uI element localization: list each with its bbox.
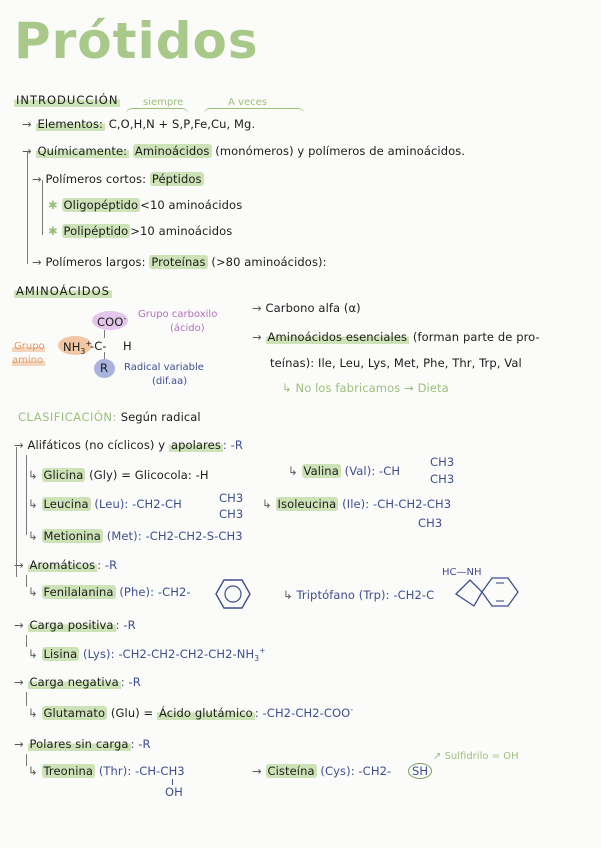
esenciales-line: → Aminoácidos esenciales (forman parte de pro- [252, 330, 540, 344]
carga-positiva-line: → Carga positiva : -R [14, 618, 136, 632]
treonina-line: ↳ Treonina (Thr): -CH-CH3 [28, 764, 185, 778]
esenciales-list: teínas): Ile, Leu, Lys, Met, Phe, Thr, Trp, Val [270, 356, 522, 370]
arrow-icon: ↳ [262, 497, 276, 511]
grupo-amino-label: Grupo amino [12, 341, 45, 366]
acido-label: (ácido) [170, 323, 205, 334]
star-icon: ✱ [48, 224, 62, 238]
siempre-brace [126, 108, 188, 115]
arrow-icon: → [252, 301, 266, 315]
arrow-icon: ↳ [28, 764, 42, 778]
quimicamente-line: → Químicamente: Aminoácidos (monómeros) y polímeros de aminoácidos. [22, 144, 466, 158]
hydrogen: H [123, 339, 132, 353]
leucina-ch3-bottom: CH3 [219, 507, 244, 521]
arrow-icon: → [22, 144, 36, 158]
leucina-ch3-top: CH3 [219, 491, 244, 505]
aromaticos-line: → Aromáticos : -R [14, 558, 118, 572]
elementos-line: → Elementos: C,O,H,N + S,P,Fe,Cu, Mg. [22, 117, 256, 131]
polimeros-cortos-line: → Polímeros cortos: Péptidos [32, 172, 202, 186]
a-veces-note: A veces [228, 97, 267, 108]
a-veces-brace [204, 108, 304, 115]
arrow-icon: ↳ [283, 588, 297, 602]
carga-negativa-line: → Carga negativa : -R [14, 675, 141, 689]
arrow-icon: → [22, 117, 36, 131]
isoleucina-ch3: CH3 [418, 516, 443, 530]
page-title: Prótidos [14, 12, 259, 70]
oligopeptido-line: ✱ Oligopéptido <10 aminoácidos [48, 198, 243, 212]
arrow-icon: → [14, 618, 28, 632]
leucina-line: ↳ Leucina (Leu): -CH2-CH [28, 497, 182, 511]
cisteina-line: → Cisteína (Cys): -CH2- [252, 764, 392, 778]
arrow-icon: → [14, 558, 28, 572]
arrow-icon: ↳ [28, 585, 42, 599]
treonina-oh: OH [165, 785, 183, 799]
sulfidrilo-note: ↗ Sulfidrilo = OH [433, 751, 519, 762]
metionina-line: ↳ Metionina (Met): -CH2-CH2-S-CH3 [28, 529, 243, 543]
fenilalanina-line: ↳ Fenilalanina (Phe): -CH2- [28, 585, 191, 599]
glicina-line: ↳ Glicina (Gly) = Glicocola: -H [28, 468, 209, 482]
alifaticos-line: → Alifáticos (no cíclicos) y apolares : -R [14, 438, 243, 452]
arrow-icon: ↳ [28, 468, 42, 482]
arrow-icon: ↳ [28, 529, 42, 543]
sh-group: SH [408, 763, 432, 779]
r-group: R [100, 361, 109, 375]
siempre-note: siempre [143, 97, 184, 108]
arrow-icon: → [14, 675, 28, 689]
dif-aa-label: (dif.aa) [152, 376, 188, 387]
arrow-icon: → [14, 438, 28, 452]
indole-label: HC—NH [442, 567, 482, 578]
arrow-icon: ↳ [28, 646, 42, 661]
polimeros-largos-line: → Polímeros largos: Proteínas (>80 aminoácidos): [32, 255, 327, 269]
nh3-group: $NH_3^+$ [63, 339, 92, 357]
polares-line: → Polares sin carga : -R [14, 737, 151, 751]
valina-ch3-bottom: CH3 [430, 472, 455, 486]
star-icon: ✱ [48, 198, 62, 212]
arrow-icon: → [252, 764, 266, 778]
valina-line: ↳ Valina (Val): -CH [288, 464, 401, 478]
benzene-ring-icon [215, 578, 251, 610]
intro-heading: INTRODUCCIÓN [16, 93, 119, 107]
triptofano-line: ↳ Triptófano (Trp): -CH2-C [283, 588, 435, 602]
no-fabricamos-line: ↳ No los fabricamos → Dieta [282, 381, 449, 395]
arrow-icon: ↗ [433, 751, 445, 762]
arrow-icon: → [32, 255, 46, 269]
glutamato-line: ↳ Glutamato (Glu) = Ácido glutámico : -CH2-CH2-COO- [28, 705, 354, 720]
arrow-icon: → [404, 381, 418, 395]
aminoacidos-heading: AMINOÁCIDOS [16, 284, 110, 298]
arrow-icon: ↳ [282, 381, 296, 395]
lisina-line: ↳ Lisina (Lys): $-CH2-CH2-CH2-CH2-NH_3^+$ [28, 646, 266, 664]
grupo-carboxilo-label: Grupo carboxilo [138, 309, 218, 320]
arrow-icon: → [252, 330, 266, 344]
arrow-icon: ↳ [28, 705, 42, 720]
arrow-icon: ↳ [288, 464, 302, 478]
clasificacion-heading: CLASIFICACIÓN: Según radical [18, 410, 201, 424]
arrow-icon: ↳ [28, 497, 42, 511]
radical-variable-label: Radical variable [124, 362, 204, 373]
isoleucina-line: ↳ Isoleucina (Ile): -CH-CH2-CH3 [262, 497, 452, 511]
alpha-carbon: -C- [90, 339, 107, 353]
indole-ring-icon [452, 574, 522, 610]
polipeptido-line: ✱ Polipéptido >10 aminoácidos [48, 224, 233, 238]
carbono-alfa-line: → Carbono alfa (α) [252, 301, 361, 315]
arrow-icon: → [32, 172, 46, 186]
coo-group: COO- [97, 314, 127, 329]
arrow-icon: → [14, 737, 28, 751]
valina-ch3-top: CH3 [430, 455, 455, 469]
